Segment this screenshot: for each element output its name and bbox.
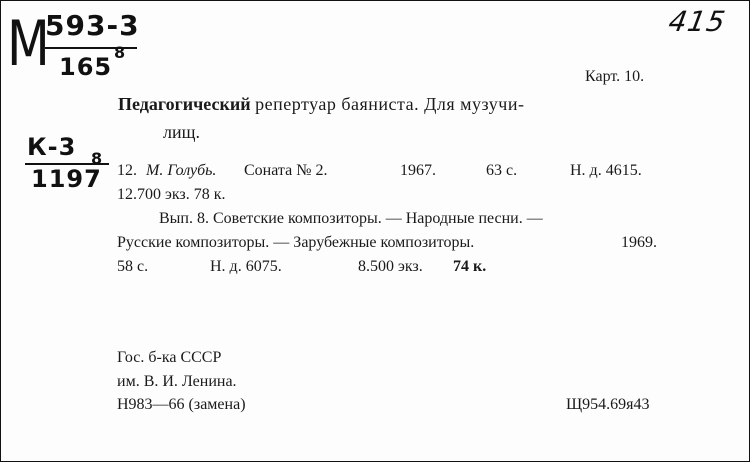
entry12-copies: 12.700 экз. 78 к. xyxy=(117,186,226,203)
title-rest: репертуар баяниста. Для музучи- xyxy=(255,94,525,114)
title-line xyxy=(118,95,524,113)
classification-code: Щ954.69я43 xyxy=(566,396,650,413)
vyp-line2: Русские композиторы. — Зарубежные композиторы. xyxy=(117,234,475,251)
entry12-author: М. Голубь. xyxy=(146,162,217,179)
title-bold: Педагогический xyxy=(118,94,251,114)
handwritten-k-bottom: 1197 xyxy=(31,165,102,193)
library-line2: им. В. И. Ленина. xyxy=(117,373,237,390)
vyp-nd: Н. д. 6075. xyxy=(210,258,282,275)
shelf-top-text: 593-3 xyxy=(45,9,140,42)
vyp-pages: 58 с. xyxy=(117,258,149,275)
library-line1: Гос. б-ка СССР xyxy=(117,349,222,366)
entry12-pages: 63 с. xyxy=(486,162,518,179)
handwritten-letter-m: М xyxy=(7,7,51,80)
vyp-price: 74 к. xyxy=(453,258,487,275)
handwritten-k-sup: 8 xyxy=(91,149,104,168)
handwritten-shelf-sup: 8 xyxy=(114,43,127,62)
handwritten-k-top: К-3 xyxy=(27,133,77,161)
entry12-work: Соната № 2. xyxy=(244,162,328,179)
handwritten-corner-number: 415 xyxy=(665,5,728,38)
title-continuation: лищ. xyxy=(163,122,200,142)
handwritten-shelf-bottom: 165 xyxy=(59,53,113,81)
entry12-year: 1967. xyxy=(400,162,436,179)
vyp-year: 1969. xyxy=(621,234,657,251)
entry12-nd: Н. д. 4615. xyxy=(570,162,642,179)
card-number: Карт. 10. xyxy=(585,68,645,85)
library-code: Н983—66 (замена) xyxy=(117,396,246,413)
vyp-copies: 8.500 экз. xyxy=(358,258,423,275)
entry12-number: 12. xyxy=(117,162,137,179)
vyp-line1: Вып. 8. Советские композиторы. — Народные песни. — xyxy=(159,210,543,227)
handwritten-shelf-top xyxy=(45,9,140,42)
